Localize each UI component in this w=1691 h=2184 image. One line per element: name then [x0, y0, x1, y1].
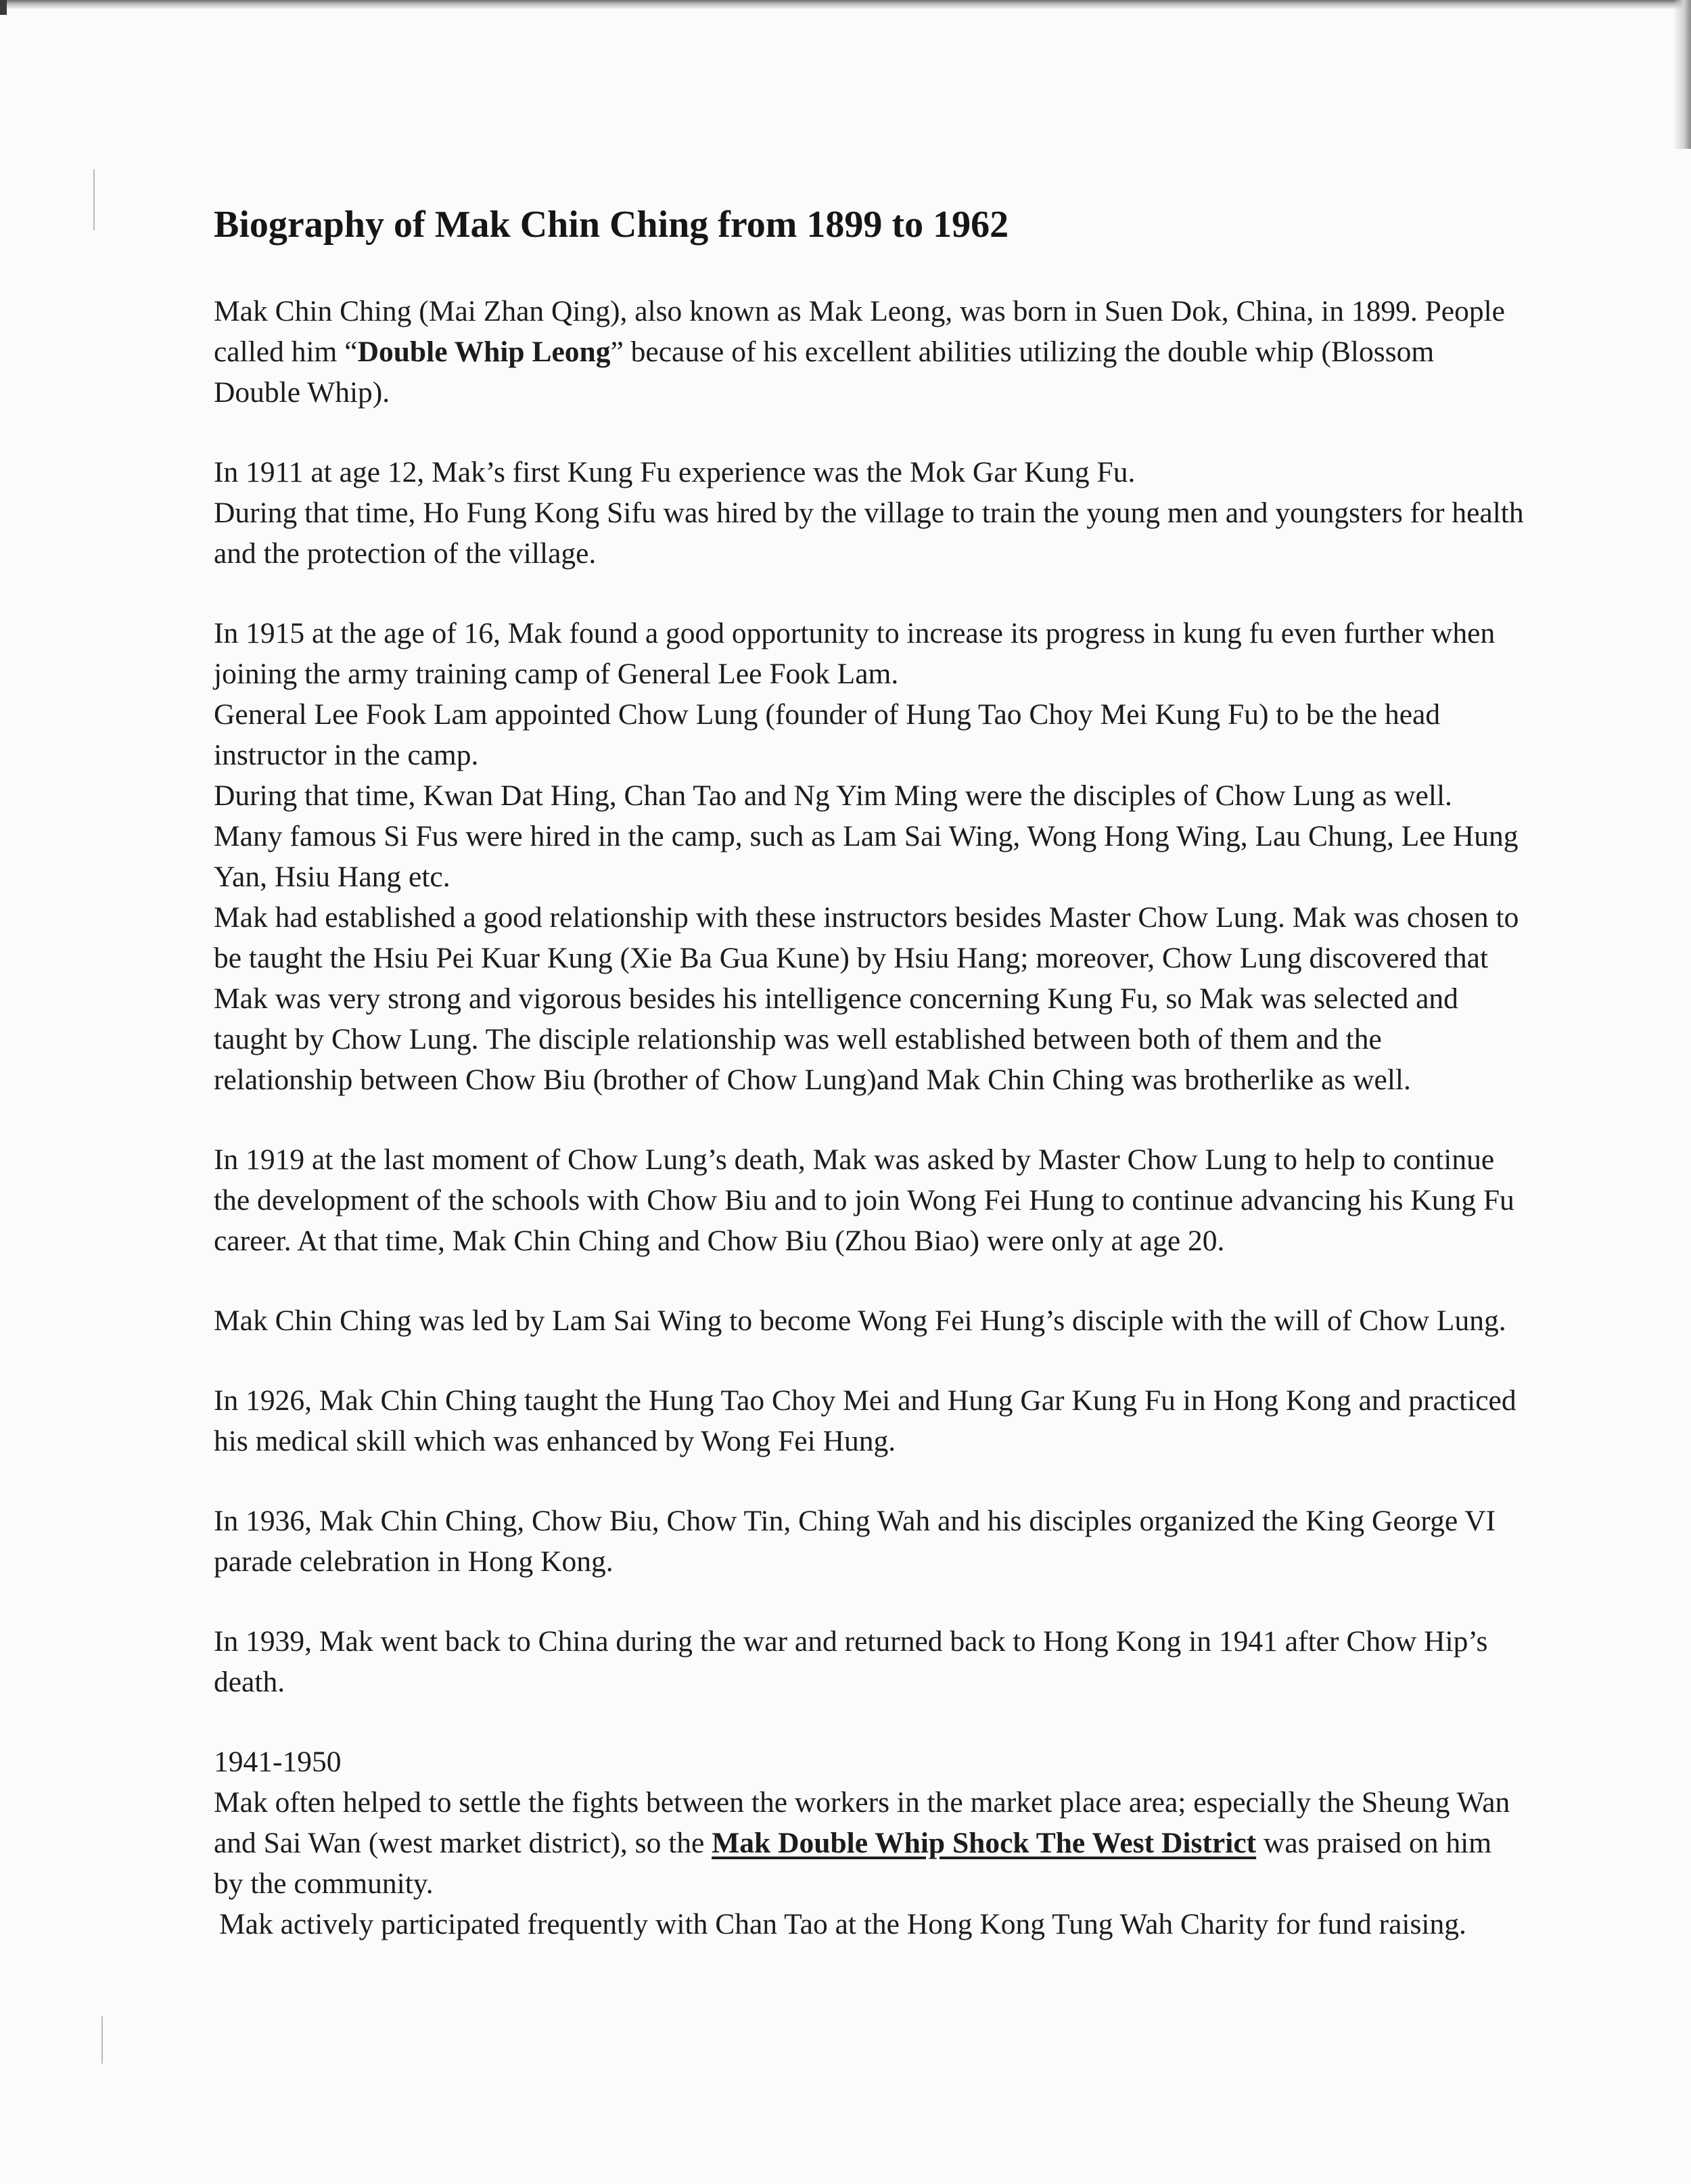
- margin-mark: [93, 169, 95, 230]
- praise-title-underline: Mak Double Whip Shock The West District: [712, 1827, 1257, 1859]
- paragraph-1915-disciples: During that time, Kwan Dat Hing, Chan Tao and Ng Yim Ming were the disciples of Chow Lung as well. Many famous Si Fus were hired in the camp, such as Lam Sai Wing, Wong Hong Wing, Lau Chung, Lee Hung Yan, Hsiu Hang etc.: [214, 779, 1519, 893]
- scan-mark: [0, 0, 7, 15]
- paragraph-wong-fei-hung: Mak Chin Ching was led by Lam Sai Wing to become Wong Fei Hung’s disciple with the will of Chow Lung.: [214, 1304, 1506, 1337]
- paragraph-1926: In 1926, Mak Chin Ching taught the Hung Tao Choy Mei and Hung Gar Kung Fu in Hong Kong and practiced his medical skill which was enhanced by Wong Fei Hung.: [214, 1384, 1516, 1457]
- paragraph-text: was praised on him by the community.: [214, 1827, 1492, 1900]
- paragraph-1939: In 1939, Mak went back to China during the war and returned back to Hong Kong in 1941 after Chow Hip’s death.: [214, 1625, 1488, 1698]
- paragraph-charity: Mak actively participated frequently with Chan Tao at the Hong Kong Tung Wah Charity for fund raising.: [219, 1908, 1466, 1940]
- praise-title-bold: [712, 1827, 1256, 1859]
- nickname-bold: Double Whip Leong: [357, 336, 611, 368]
- paragraph-1915-instructor: General Lee Fook Lam appointed Chow Lung (founder of Hung Tao Choy Mei Kung Fu) to be the head instructor in the camp.: [214, 698, 1441, 771]
- paragraph-1919: In 1919 at the last moment of Chow Lung’s death, Mak was asked by Master Chow Lung to help to continue the development of the schools with Chow Biu and to join Wong Fei Hung to continue advancing his Kung Fu career. At that time, Mak Chin Ching and Chow Biu (Zhou Biao) were only at age 20.: [214, 1143, 1514, 1257]
- paragraph-text: Mak Chin Ching (Mai Zhan Qing), also known as Mak Leong, was born in Suen Dok, China, in 1899. People called him “: [214, 295, 1505, 368]
- paragraph-1915: In 1915 at the age of 16, Mak found a good opportunity to increase its progress in kung fu even further when joining the army training camp of General Lee Fook Lam.: [214, 617, 1496, 690]
- scan-edge-top: [0, 0, 1691, 9]
- scan-edge-right: [1673, 0, 1691, 149]
- document-title: Biography of Mak Chin Ching from 1899 to 1962: [214, 204, 1009, 246]
- paragraph-1911-cont: During that time, Ho Fung Kong Sifu was hired by the village to train the young men and youngsters for health and the protection of the village.: [214, 497, 1524, 570]
- margin-mark: [101, 2016, 103, 2064]
- paragraph-1941-1950: [214, 1782, 1526, 1904]
- document-body: [214, 203, 1526, 1944]
- paragraph-text: ” because of his excellent abilities utilizing the double whip (Blossom Double Whip).: [214, 336, 1435, 409]
- section-heading-1941-1950: 1941-1950: [214, 1746, 342, 1778]
- paragraph-birth: [214, 291, 1526, 413]
- paragraph-1911: In 1911 at age 12, Mak’s first Kung Fu experience was the Mok Gar Kung Fu.: [214, 456, 1136, 488]
- paragraph-text: Mak often helped to settle the fights between the workers in the market place area; especially the Sheung Wan and Sai Wan (west market district), so the: [214, 1786, 1510, 1859]
- paragraph-1936: In 1936, Mak Chin Ching, Chow Biu, Chow Tin, Ching Wah and his disciples organized the King George VI parade celebration in Hong Kong.: [214, 1505, 1496, 1578]
- paragraph-1915-relationship: Mak had established a good relationship with these instructors besides Master Chow Lung. Mak was chosen to be taught the Hsiu Pei Kuar Kung (Xie Ba Gua Kune) by Hsiu Hang; moreover, Chow Lung discovered that Mak was very strong and vigorous besides his intelligence concerning Kung Fu, so Mak was selected and taught by Chow Lung. The disciple relationship was well established between both of them and the relationship between Chow Biu (brother of Chow Lung)and Mak Chin Ching was brotherlike as well.: [214, 901, 1519, 1096]
